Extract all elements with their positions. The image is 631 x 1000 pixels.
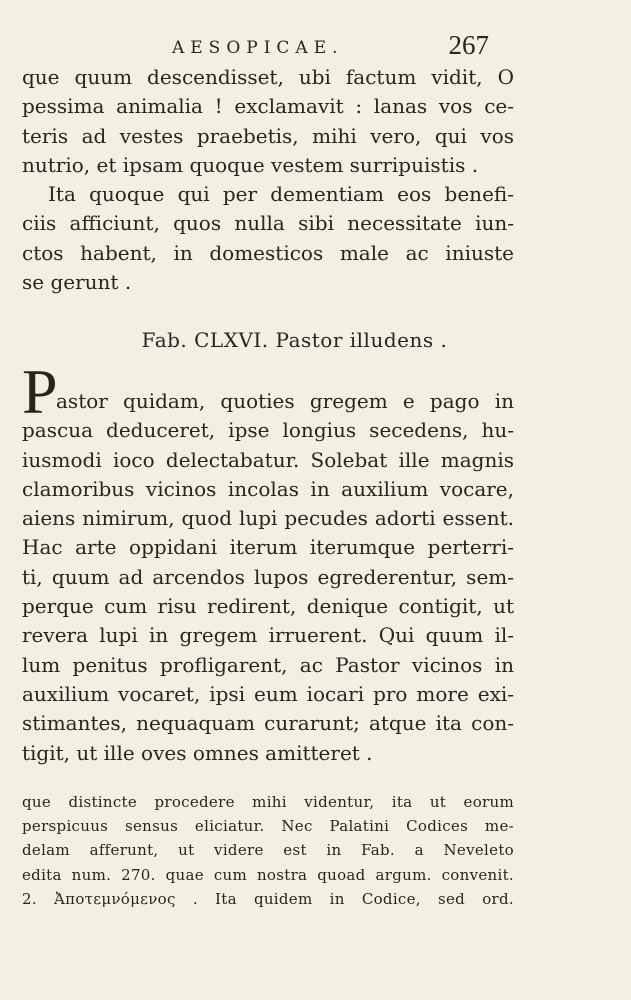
page-header	[0, 32, 631, 66]
text-line: ctos habent, in domesticos male ac iniuste	[22, 240, 514, 265]
text-line: perque cum risu redirent, denique contigit, ut	[22, 594, 514, 619]
text-line: se gerunt .	[22, 270, 132, 295]
footnote-line: edita num. 270. quae cum nostra quoad argum. convenit.	[22, 865, 514, 884]
text-line: lum penitus profligarent, ac Pastor vicinos in	[22, 652, 514, 677]
text-line: aiens nimirum, quod lupi pecudes adorti essent.	[22, 506, 514, 531]
text-line: iusmodi ioco delectabatur. Solebat ille magnis	[22, 447, 514, 472]
text-line: pascua deduceret, ipse longius secedens, hu-	[22, 418, 514, 443]
text-line: que quum descendisset, ubi factum vidit, O	[22, 65, 514, 89]
footnote-line: perspicuus sensus eliciatur. Nec Palatini Codices me-	[22, 817, 514, 836]
fable-text	[22, 387, 514, 768]
text-line: Hac arte oppidani iterum iterumque perterri-	[22, 535, 514, 560]
main-text-top	[22, 63, 514, 297]
footnotes	[22, 790, 514, 911]
text-line: Ita quoque qui per dementiam eos benefi-	[48, 182, 514, 207]
running-head: AESOPICAE.	[172, 38, 344, 58]
text-line: ti, quum ad arcendos lupos egrederentur, sem-	[22, 564, 514, 589]
text-line: pessima animalia ! exclamavit : lanas vos ce-	[22, 94, 514, 119]
page-number: 267	[448, 30, 489, 60]
text-line: astor quidam, quoties gregem e pago in	[56, 389, 514, 413]
footnote-line: delam afferunt, ut videre est in Fab. a Neveleto	[22, 841, 514, 860]
drop-cap: P	[22, 356, 58, 427]
text-line: auxilium vocaret, ipsi eum iocari pro more exi-	[22, 681, 514, 706]
text-line: ciis afficiunt, quos nulla sibi necessitate iun-	[22, 211, 514, 236]
text-line: tigit, ut ille oves omnes amitteret .	[22, 740, 373, 765]
footnote-line: 2. Ἀποτεμνόμενος . Ita quidem in Codice, sed ord.	[22, 889, 514, 908]
footnote-line: que distincte procedere mihi videntur, ita ut eorum	[22, 793, 514, 811]
fable-title: Fab. CLXVI. Pastor illudens .	[141, 328, 448, 352]
text-line: stimantes, nequaquam curarunt; atque ita con-	[22, 711, 514, 736]
text-line: clamoribus vicinos incolas in auxilium vocare,	[22, 476, 514, 501]
text-line: revera lupi in gregem irruerent. Qui quum il-	[22, 623, 514, 648]
text-line: teris ad vestes praebetis, mihi vero, qui vos	[22, 123, 514, 148]
text-line: nutrio, et ipsam quoque vestem surripuistis .	[22, 152, 479, 177]
